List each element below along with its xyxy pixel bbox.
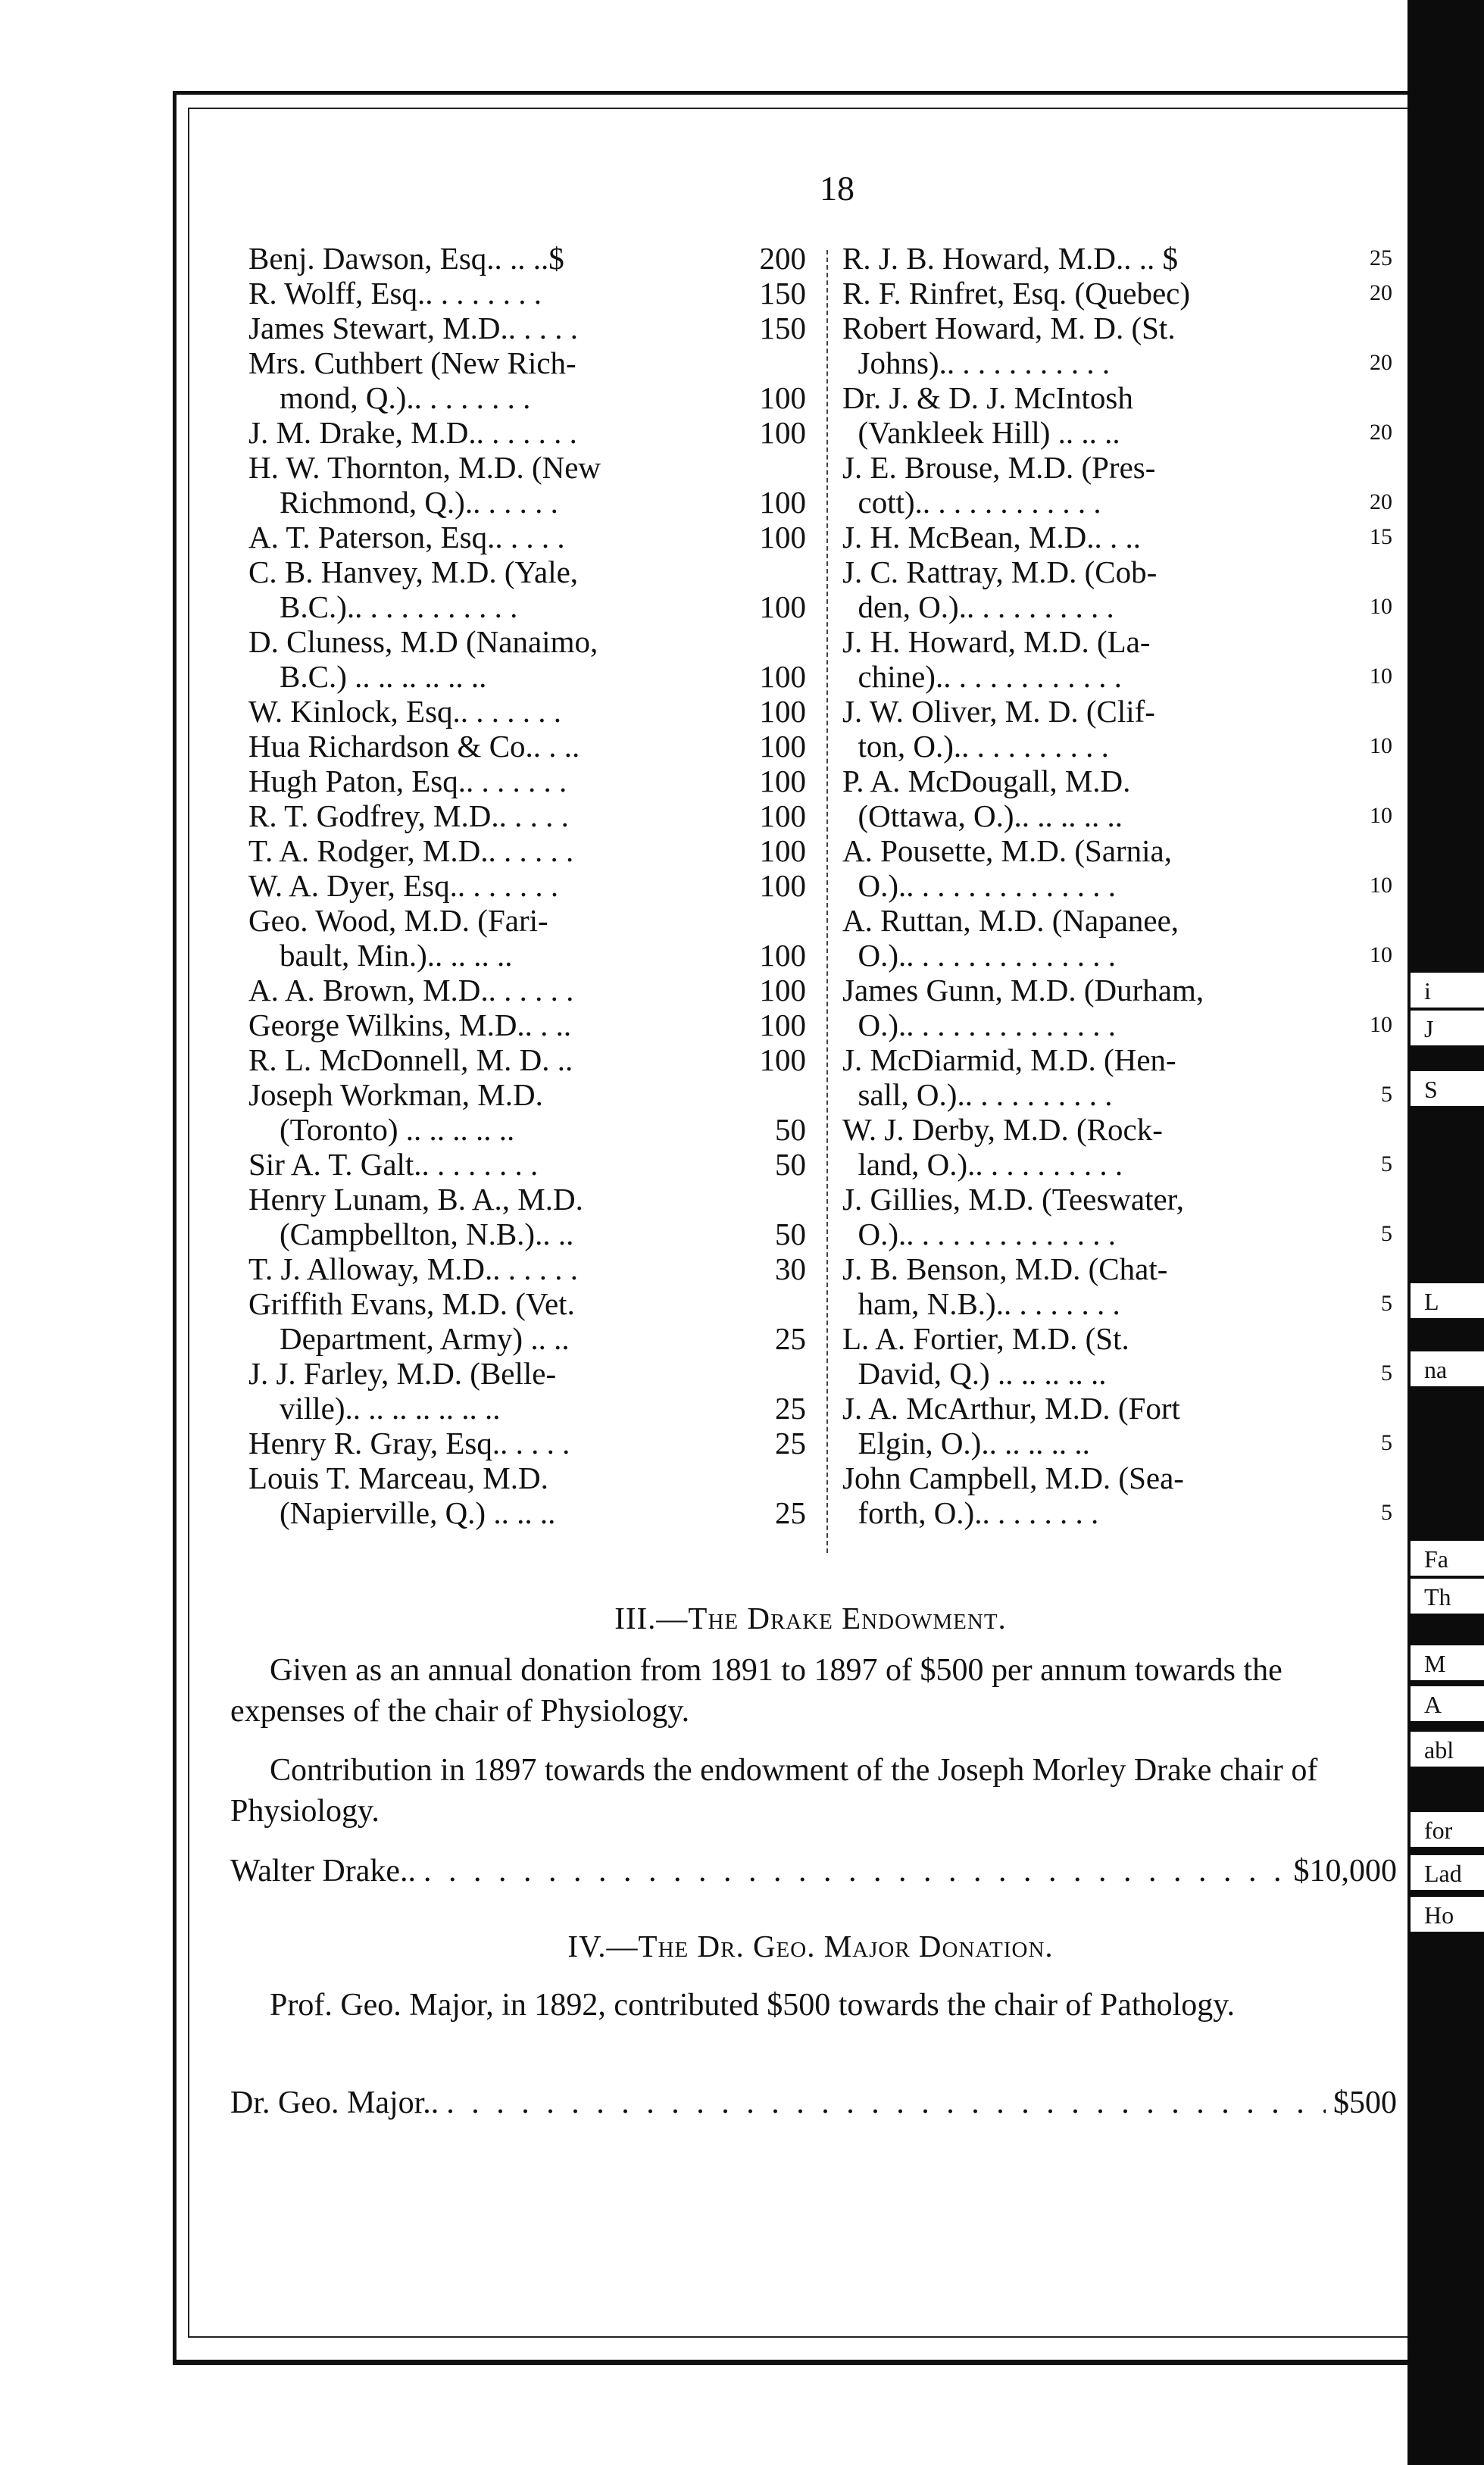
fragment-background [1411, 1071, 1484, 1106]
donor-amount: 10 [1370, 942, 1392, 967]
donor-name: Henry Lunam, B. A., M.D. (Campbellton, N.B.).. .. [248, 1182, 583, 1251]
donor-row [248, 1426, 806, 1461]
donor-amount: 5 [1381, 1082, 1392, 1107]
donor-name: Benj. Dawson, Esq.. .. ..$ [248, 241, 564, 276]
donor-name: T. A. Rodger, M.D.. . . . . . [248, 833, 574, 868]
donor-name: J. C. Rattray, M.D. (Cob- den, O.).. . . . . . . . . . [842, 555, 1158, 624]
donor-amount: 150 [759, 276, 806, 311]
donor-name: John Campbell, M.D. (Sea- forth, O.).. . . . . . . . [842, 1461, 1184, 1530]
donor-row [248, 729, 806, 764]
drake-donor-line [230, 1853, 1397, 1889]
donor-amount: 200 [759, 241, 806, 276]
donor-amount: 50 [775, 1112, 806, 1147]
dot-leader [423, 1853, 1286, 1889]
donor-row [248, 1182, 806, 1251]
donor-row [248, 764, 806, 798]
donor-name: D. Cluness, M.D (Nanaimo, B.C.) .. .. .. .. .. .. [248, 624, 598, 694]
donor-row [248, 868, 806, 903]
donor-name: Geo. Wood, M.D. (Fari- bault, Min.).. .. .. .. [248, 903, 548, 973]
donor-row [248, 1251, 806, 1286]
donor-name: Joseph Workman, M.D. (Toronto) .. .. .. .. .. [248, 1077, 543, 1147]
donor-row [842, 520, 1392, 555]
donor-name: J. McDiarmid, M.D. (Hen- sall, O.).. . . . . . . . . . [842, 1042, 1176, 1112]
donor-row [842, 241, 1392, 276]
donor-list-left [248, 241, 806, 1530]
donor-row [842, 624, 1392, 694]
adjacent-page-fragment: Lad [1424, 1860, 1462, 1887]
donor-name: R. F. Rinfret, Esq. (Quebec) [842, 276, 1191, 311]
fragment-background [1411, 1283, 1484, 1318]
donor-amount: 25 [775, 1321, 806, 1356]
donor-name: P. A. McDougall, M.D. (Ottawa, O.).. .. .. .. .. [842, 764, 1131, 833]
donor-row [842, 1461, 1392, 1530]
donor-name: J. H. Howard, M.D. (La- chine).. . . . . . . . . . . . [842, 624, 1151, 694]
donor-amount: 30 [775, 1251, 806, 1286]
donor-row [248, 345, 806, 415]
donor-row [248, 415, 806, 450]
donor-amount: 100 [759, 1008, 806, 1042]
donor-name: W. J. Derby, M.D. (Rock- land, O.).. . . . . . . . . . [842, 1112, 1163, 1182]
donor-row [842, 1251, 1392, 1321]
donor-row [842, 833, 1392, 903]
donor-name: J. E. Brouse, M.D. (Pres- cott).. . . . . . . . . . . . [842, 450, 1156, 520]
donor-amount: 25 [775, 1391, 806, 1426]
donor-name: Dr. Geo. Major.. [230, 2085, 439, 2120]
donor-name: A. Ruttan, M.D. (Napanee, O.).. . . . . . . . . . . . . . [842, 903, 1179, 973]
donor-name: J. H. McBean, M.D.. . .. [842, 520, 1142, 555]
fragment-background [1411, 1686, 1484, 1721]
donor-list-right [842, 241, 1392, 1530]
donor-name: Dr. J. & D. J. McIntosh (Vankleek Hill) .. .. .. [842, 380, 1133, 450]
donor-amount: 50 [775, 1217, 806, 1251]
adjacent-page-fragment: L [1424, 1288, 1439, 1315]
dot-leader [446, 2085, 1326, 2121]
donor-amount: 25 [1370, 245, 1392, 270]
donor-name: A. Pousette, M.D. (Sarnia, O.).. . . . . . . . . . . . . . [842, 833, 1173, 903]
donor-row [842, 450, 1392, 520]
donor-row [248, 1147, 806, 1182]
adjacent-page-fragment: Th [1424, 1583, 1451, 1611]
donor-name: Robert Howard, M. D. (St. Johns).. . . . . . . . . . . [842, 311, 1176, 380]
donor-amount: 50 [775, 1147, 806, 1182]
donor-name: Hua Richardson & Co.. . .. [248, 729, 580, 764]
donor-amount: 5 [1381, 1221, 1392, 1246]
donor-amount: 20 [1370, 489, 1392, 514]
donor-amount: 100 [759, 1042, 806, 1077]
donor-amount: 10 [1370, 733, 1392, 758]
donor-row [842, 973, 1392, 1042]
donor-name: J. A. McArthur, M.D. (Fort Elgin, O.).. .. .. .. .. [842, 1391, 1180, 1461]
donor-row [248, 833, 806, 868]
donor-name: J. Gillies, M.D. (Teeswater, O.).. . . . . . . . . . . . . . [842, 1182, 1184, 1251]
donor-row [248, 694, 806, 729]
donor-row [842, 1321, 1392, 1391]
donor-name: L. A. Fortier, M.D. (St. David, Q.) .. .. .. .. .. [842, 1321, 1129, 1391]
donor-name: R. J. B. Howard, M.D.. .. $ [842, 241, 1179, 276]
donor-name: Henry R. Gray, Esq.. . . . . [248, 1426, 570, 1461]
donor-name: J. J. Farley, M.D. (Belle- ville).. .. .. .. .. .. .. [248, 1356, 557, 1426]
donor-amount: 25 [775, 1426, 806, 1461]
donor-amount: 10 [1370, 594, 1392, 619]
donor-row [842, 380, 1392, 450]
donor-row [842, 1112, 1392, 1182]
donor-name: Hugh Paton, Esq.. . . . . . . [248, 764, 567, 798]
donor-row [248, 450, 806, 520]
donor-amount: 100 [759, 938, 806, 973]
donor-row [842, 311, 1392, 380]
donor-row [248, 798, 806, 833]
donor-name: Louis T. Marceau, M.D. (Napierville, Q.) .. .. .. [248, 1461, 556, 1530]
donor-row [248, 973, 806, 1008]
adjacent-page-fragment: J [1424, 1015, 1434, 1042]
donor-name: A. T. Paterson, Esq.. . . . . [248, 520, 565, 555]
page-number: 18 [820, 169, 854, 208]
adjacent-page-fragment: i [1424, 977, 1431, 1004]
donor-amount: 100 [759, 520, 806, 555]
donor-name: R. L. McDonnell, M. D. .. [248, 1042, 573, 1077]
adjacent-page-fragment: Fa [1424, 1545, 1448, 1573]
donor-name: A. A. Brown, M.D.. . . . . . [248, 973, 574, 1008]
major-donor-line [230, 2085, 1397, 2121]
donor-row [248, 555, 806, 624]
donor-row [842, 903, 1392, 973]
donor-amount: 100 [759, 868, 806, 903]
donor-name: Mrs. Cuthbert (New Rich- mond, Q.).. . . . . . . . [248, 345, 576, 415]
donor-amount: 10 [1370, 1012, 1392, 1037]
adjacent-page-fragment: Ho [1424, 1901, 1454, 1929]
donor-name: W. A. Dyer, Esq.. . . . . . . [248, 868, 559, 903]
adjacent-page-fragment: A [1424, 1691, 1442, 1718]
donor-name: H. W. Thornton, M.D. (New Richmond, Q.).. . . . . . [248, 450, 601, 520]
donor-row [248, 520, 806, 555]
major-paragraph: Prof. Geo. Major, in 1892, contributed $500 towards the chair of Pathology. [270, 1988, 1236, 2023]
donor-amount: $10,000 [1293, 1854, 1397, 1889]
donor-amount: 10 [1370, 803, 1392, 828]
adjacent-page-fragment: for [1424, 1817, 1453, 1844]
donor-amount: 15 [1370, 524, 1392, 549]
donor-row [248, 1461, 806, 1530]
donor-amount: 100 [759, 589, 806, 624]
fragment-background [1411, 1351, 1484, 1386]
donor-name: J. M. Drake, M.D.. . . . . . . [248, 415, 577, 450]
donor-amount: 5 [1381, 1151, 1392, 1176]
adjacent-page-fragment: M [1424, 1650, 1446, 1677]
donor-name: R. T. Godfrey, M.D.. . . . . [248, 798, 569, 833]
donor-amount: 100 [759, 798, 806, 833]
donor-row [842, 1391, 1392, 1461]
adjacent-page-fragment: na [1424, 1356, 1448, 1383]
donor-amount: 10 [1370, 664, 1392, 689]
donor-row [842, 1042, 1392, 1112]
donor-name: T. J. Alloway, M.D.. . . . . . [248, 1251, 579, 1286]
donor-row [248, 311, 806, 345]
section-heading-drake-endowment: III.—The Drake Endowment. [614, 1601, 1007, 1636]
section-heading-major-donation: IV.—The Dr. Geo. Major Donation. [567, 1929, 1054, 1964]
donor-row [248, 1077, 806, 1147]
donor-amount: 150 [759, 311, 806, 345]
fragment-background [1411, 1645, 1484, 1680]
donor-amount: 100 [759, 764, 806, 798]
fragment-background [1411, 1011, 1484, 1045]
fragment-background [1411, 973, 1484, 1008]
donor-row [248, 903, 806, 973]
donor-row [248, 1286, 806, 1356]
donor-row [842, 555, 1392, 624]
donor-row [248, 624, 806, 694]
donor-amount: 5 [1381, 1361, 1392, 1386]
adjacent-page-fragment: S [1424, 1076, 1438, 1103]
donor-name: George Wilkins, M.D.. . .. [248, 1008, 572, 1042]
donor-name: C. B. Hanvey, M.D. (Yale, B.C.).. . . . . . . . . . . [248, 555, 579, 624]
drake-paragraph-annual: Given as an annual donation from 1891 to 1897 of $500 per annum towards the expenses of the chair of Physiology. [230, 1653, 1282, 1729]
donor-amount: 10 [1370, 873, 1392, 898]
donor-row [842, 276, 1392, 311]
donor-amount: $500 [1333, 2085, 1397, 2120]
donor-amount: 5 [1381, 1500, 1392, 1525]
donor-row [248, 276, 806, 311]
donor-amount: 100 [759, 729, 806, 764]
donor-row [248, 1008, 806, 1042]
donor-name: W. Kinlock, Esq.. . . . . . . [248, 694, 562, 729]
donor-amount: 100 [759, 485, 806, 520]
donor-amount: 25 [775, 1495, 806, 1530]
donor-row [248, 241, 806, 276]
donor-amount: 100 [759, 659, 806, 694]
donor-amount: 100 [759, 380, 806, 415]
donor-row [248, 1356, 806, 1426]
donor-row [842, 1182, 1392, 1251]
donor-amount: 100 [759, 415, 806, 450]
adjacent-page-fragment: abl [1424, 1736, 1454, 1764]
donor-name: James Gunn, M.D. (Durham, O.).. . . . . . . . . . . . . . [842, 973, 1204, 1042]
donor-name: James Stewart, M.D.. . . . . [248, 311, 579, 345]
donor-name: Griffith Evans, M.D. (Vet. Department, Army) .. .. [248, 1286, 575, 1356]
donor-row [842, 694, 1392, 764]
donor-name: J. B. Benson, M.D. (Chat- ham, N.B.).. . . . . . . . [842, 1251, 1168, 1321]
donor-amount: 100 [759, 973, 806, 1008]
drake-paragraph-endowment: Contribution in 1897 towards the endowment of the Joseph Morley Drake chair of Physiology. [230, 1753, 1318, 1829]
donor-name: J. W. Oliver, M. D. (Clif- ton, O.).. . . . . . . . . . [842, 694, 1155, 764]
donor-name: Sir A. T. Galt.. . . . . . . . [248, 1147, 539, 1182]
donor-amount: 5 [1381, 1430, 1392, 1455]
donor-amount: 20 [1370, 350, 1392, 375]
donor-amount: 20 [1370, 280, 1392, 305]
binding-shadow [1407, 0, 1484, 2465]
donor-row [248, 1042, 806, 1077]
donor-name: R. Wolff, Esq.. . . . . . . . [248, 276, 542, 311]
donor-row [842, 764, 1392, 833]
donor-amount: 100 [759, 694, 806, 729]
donor-name: Walter Drake.. [230, 1854, 416, 1889]
donor-amount: 5 [1381, 1291, 1392, 1316]
donor-amount: 100 [759, 833, 806, 868]
column-divider [826, 250, 828, 1553]
donor-amount: 20 [1370, 420, 1392, 445]
